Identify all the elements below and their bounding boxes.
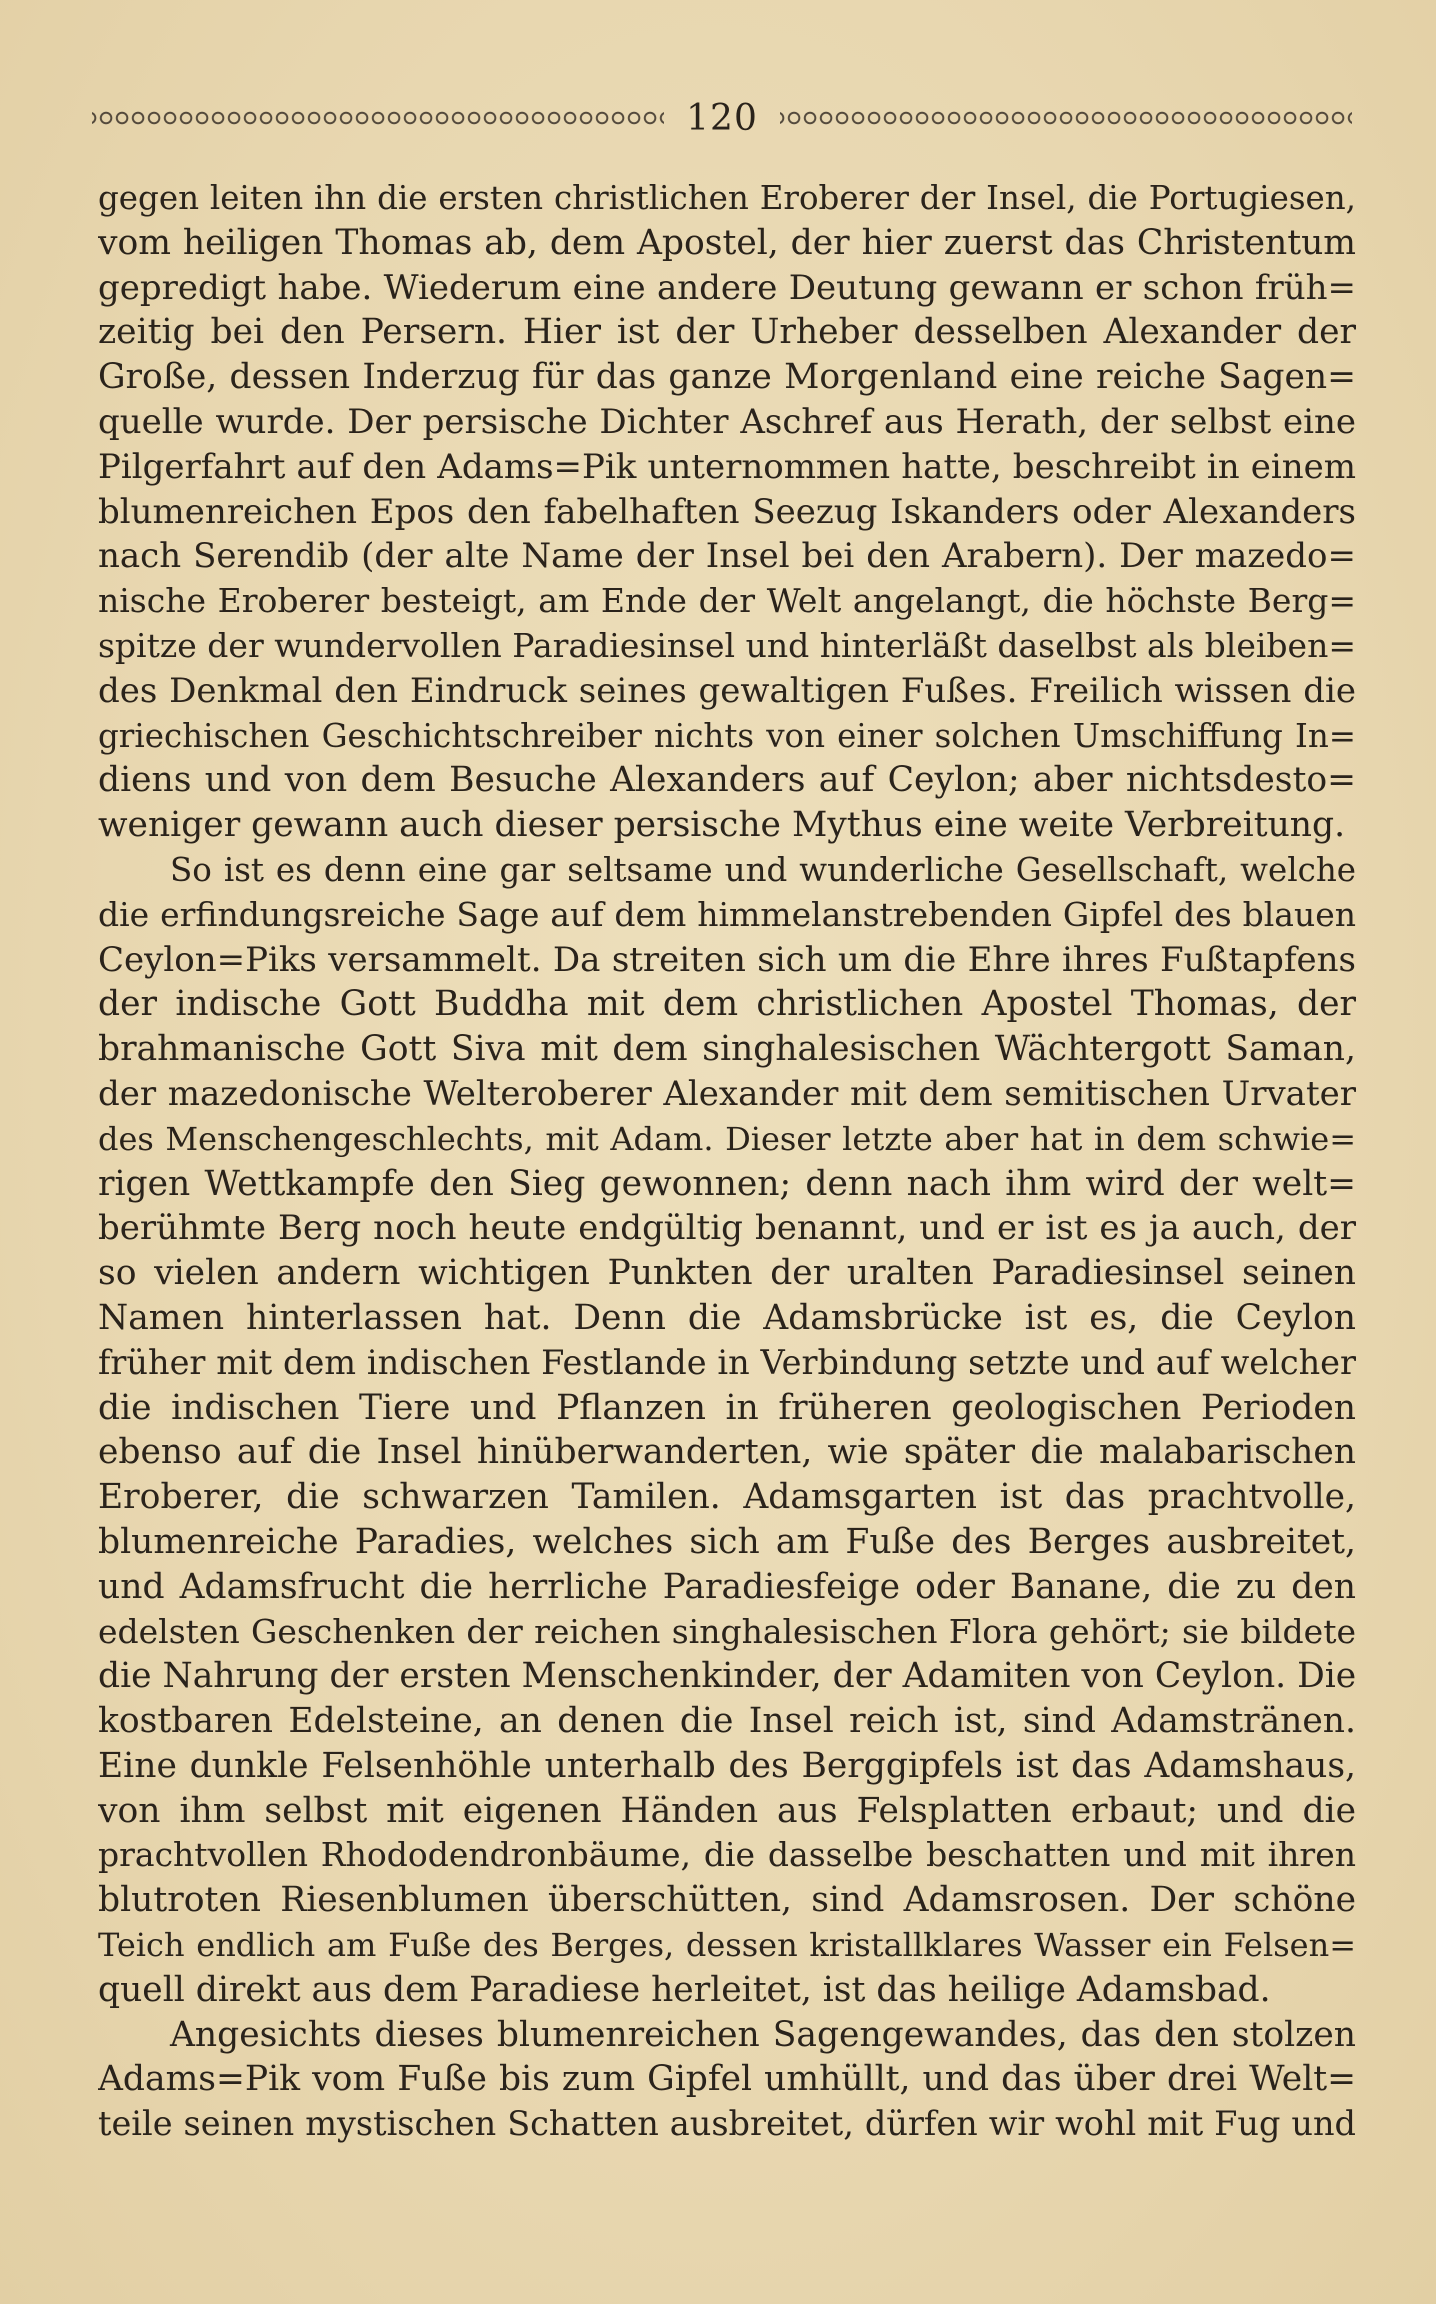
text-line: Angesichts dieses blumenreichen Sagengewandes, das den stolzen [170, 2014, 1356, 2055]
text-line: blumenreiche Paradies, welches sich am Fuße des Berges ausbreitet, [98, 1521, 1356, 1562]
text-line: früher mit dem indischen Festlande in Verbindung setzte und auf welcher [98, 1342, 1356, 1382]
right-ornament-rule [780, 107, 1352, 129]
text-line: Große, dessen Inderzug für das ganze Morgenland eine reiche Sagen= [98, 357, 1356, 398]
text-line: Teich endlich am Fuße des Berges, dessen kristallklares Wasser ein Felsen= [98, 1926, 1356, 1965]
text-line: zeitig bei den Persern. Hier ist der Urheber desselben Alexander der [98, 312, 1356, 353]
text-line: spitze der wundervollen Paradiesinsel und hinterläßt daselbst als bleiben= [98, 625, 1356, 665]
text-line: der indische Gott Buddha mit dem christlichen Apostel Thomas, der [98, 984, 1356, 1025]
text-line: Eroberer, die schwarzen Tamilen. Adamsgarten ist das prachtvolle, [98, 1477, 1356, 1518]
text-line: prachtvollen Rhododendronbäume, die dasselbe beschatten und mit ihren [98, 1835, 1356, 1875]
text-line: von ihm selbst mit eigenen Händen aus Felsplatten erbaut; und die [98, 1790, 1356, 1831]
text-line: kostbaren Edelsteine, an denen die Insel reich ist, sind Adamstränen. [98, 1701, 1356, 1742]
text-line: blutroten Riesenblumen überschütten, sind Adamsrosen. Der schöne [98, 1880, 1356, 1921]
text-line: griechischen Geschichtschreiber nichts von einer solchen Umschiffung In= [98, 716, 1356, 755]
text-line: rigen Wettkampfe den Sieg gewonnen; denn nach ihm wird der welt= [98, 1163, 1356, 1204]
text-line: weniger gewann auch dieser persische Mythus eine weite Verbreitung. [98, 805, 1346, 846]
text-line: gegen leiten ihn die ersten christlichen Eroberer der Insel, die Portugiesen, [98, 179, 1356, 217]
text-line: so vielen andern wichtigen Punkten der uralten Paradiesinsel seinen [98, 1253, 1356, 1294]
text-line: Eine dunkle Felsenhöhle unterhalb des Berggipfels ist das Adamshaus, [98, 1745, 1356, 1786]
text-line: Namen hinterlassen hat. Denn die Adamsbrücke ist es, die Ceylon [98, 1297, 1356, 1338]
text-line: quell direkt aus dem Paradiese herleitet, ist das heilige Adamsbad. [98, 1969, 1271, 2010]
text-line: Ceylon=Piks versammelt. Da streiten sich um die Ehre ihres Fußtapfens [98, 939, 1356, 980]
page-number: 120 [686, 97, 758, 139]
text-line: gepredigt habe. Wiederum eine andere Deutung gewann er schon früh= [98, 267, 1356, 308]
text-line: des Denkmal den Eindruck seines gewaltigen Fußes. Freilich wissen die [98, 670, 1356, 711]
text-line: ebenso auf die Insel hinüberwanderten, wie später die malabarischen [98, 1432, 1356, 1473]
text-line: die Nahrung der ersten Menschenkinder, der Adamiten von Ceylon. Die [98, 1656, 1356, 1697]
text-line: teile seinen mystischen Schatten ausbreitet, dürfen wir wohl mit Fug und [98, 2104, 1356, 2144]
text-line: Adams=Pik vom Fuße bis zum Gipfel umhüllt, und das über drei Welt= [98, 2059, 1356, 2100]
text-line: nach Serendib (der alte Name der Insel bei den Arabern). Der mazedo= [98, 536, 1356, 577]
text-line: die indischen Tiere und Pflanzen in früheren geologischen Perioden [98, 1387, 1356, 1428]
text-line: und Adamsfrucht die herrliche Paradiesfeige oder Banane, die zu den [98, 1566, 1356, 1607]
text-line: die erfindungsreiche Sage auf dem himmelanstrebenden Gipfel des blauen [98, 894, 1356, 934]
text-line: diens und von dem Besuche Alexanders auf Ceylon; aber nichtsdesto= [98, 760, 1356, 801]
text-line: brahmanische Gott Siva mit dem singhalesischen Wächtergott Saman, [98, 1029, 1356, 1070]
text-line: blumenreichen Epos den fabelhaften Seezug Iskanders oder Alexanders [98, 491, 1356, 532]
text-line: des Menschengeschlechts, mit Adam. Dieser letzte aber hat in dem schwie= [98, 1119, 1356, 1158]
left-ornament-rule [92, 107, 664, 129]
text-line: der mazedonische Welteroberer Alexander mit dem semitischen Urvater [98, 1073, 1356, 1114]
text-line: Pilgerfahrt auf den Adams=Pik unternommen hatte, beschreibt in einem [98, 446, 1356, 487]
text-line: vom heiligen Thomas ab, dem Apostel, der hier zuerst das Christentum [98, 222, 1356, 263]
body-text [98, 176, 1356, 2147]
text-line: edelsten Geschenken der reichen singhalesischen Flora gehört; sie bildete [98, 1611, 1356, 1651]
text-line: quelle wurde. Der persische Dichter Aschref aus Herath, der selbst eine [98, 401, 1356, 442]
text-line: berühmte Berg noch heute endgültig benannt, und er ist es ja auch, der [98, 1208, 1356, 1249]
running-head [92, 96, 1352, 140]
text-line: nische Eroberer besteigt, am Ende der Welt angelangt, die höchste Berg= [98, 581, 1356, 621]
text-line: So ist es denn eine gar seltsame und wunderliche Gesellschaft, welche [170, 850, 1356, 889]
